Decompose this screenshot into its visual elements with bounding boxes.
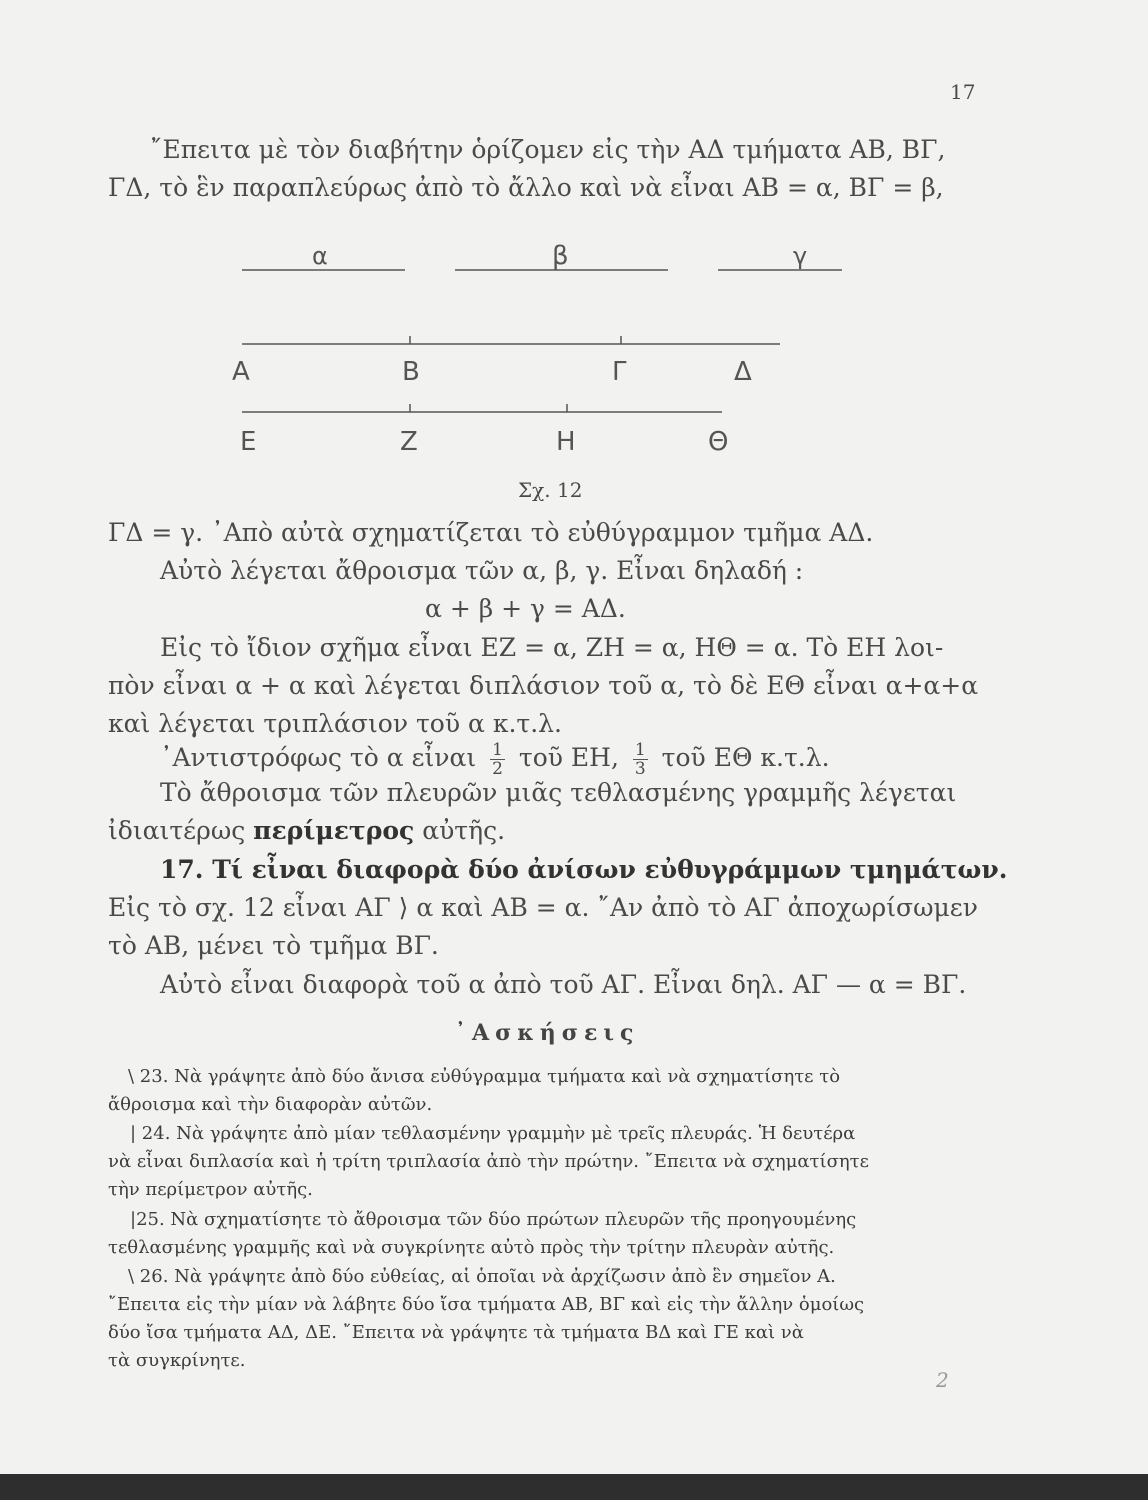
exercise-24-line-1: | 24. Νὰ γράψητε ἀπὸ μίαν τεθλασμένην γραμμὴν μὲ τρεῖς πλευράς. Ἡ δευτέρα xyxy=(130,1123,856,1144)
intro-line-2: ΓΔ, τὸ ἓν παραπλεύρως ἀπὸ τὸ ἄλλο καὶ νὰ εἶναι ΑΒ = α, ΒΓ = β, xyxy=(108,173,944,202)
fraction-2-numerator: 1 xyxy=(634,740,646,760)
body-line-7-b: τοῦ ΕΗ, xyxy=(518,743,619,772)
footer-mark: 2 xyxy=(936,1368,949,1392)
section-line-1: Εἰς τὸ σχ. 12 εἶναι ΑΓ ⟩ α καὶ ΑΒ = α. ῎Αν ἀπὸ τὸ ΑΓ ἀποχωρίσωμεν xyxy=(108,893,978,922)
segment-label-gamma: γ xyxy=(793,242,808,270)
body-line-1: ΓΔ = γ. ᾽Απὸ αὐτὰ σχηματίζεται τὸ εὐθύγραμμον τμῆμα ΑΔ. xyxy=(108,518,874,547)
body-line-9-b: αὐτῆς. xyxy=(422,816,506,845)
exercise-25-line-1: |25. Νὰ σχηματίσητε τὸ ἄθροισμα τῶν δύο πρώτων πλευρῶν τῆς προηγουμένης xyxy=(130,1209,857,1230)
scan-bottom-edge xyxy=(0,1474,1148,1500)
exercise-25-line-2: τεθλασμένης γραμμῆς καὶ νὰ συγκρίνητε αὐτὸ πρὸς τὴν τρίτην πλευρὰν αὐτῆς. xyxy=(108,1237,835,1258)
exercise-23-line-1: \ 23. Νὰ γράψητε ἀπὸ δύο ἄνισα εὐθύγραμμα τμήματα καὶ νὰ σχηματίσητε τὸ xyxy=(128,1066,841,1087)
point-label-b: Β xyxy=(402,357,420,387)
point-label-h: Η xyxy=(556,427,576,457)
figure-12 xyxy=(0,230,1148,470)
exercises-heading: ᾽Ασκήσεις xyxy=(455,1020,640,1046)
point-label-e: Ε xyxy=(240,427,257,457)
exercise-24-line-3: τὴν περίμετρον αὐτῆς. xyxy=(108,1179,313,1200)
term-perimetros: περίμετρος xyxy=(253,816,415,845)
body-line-9 xyxy=(108,813,505,849)
body-line-4: Εἰς τὸ ἴδιον σχῆμα εἶναι ΕΖ = α, ΖΗ = α, ΗΘ = α. Τὸ ΕΗ λοι- xyxy=(160,633,944,662)
figure-caption: Σχ. 12 xyxy=(518,478,583,502)
body-line-7-a: ᾽Αντιστρόφως τὸ α εἶναι xyxy=(160,743,477,772)
exercise-26-line-4: τὰ συγκρίνητε. xyxy=(108,1350,246,1371)
point-label-th: Θ xyxy=(708,427,729,457)
section-line-2: τὸ ΑΒ, μένει τὸ τμῆμα ΒΓ. xyxy=(108,931,439,960)
fraction-1-numerator: 1 xyxy=(492,740,503,760)
point-label-g: Γ xyxy=(612,357,627,387)
segment-label-beta: β xyxy=(552,241,569,271)
body-line-9-a: ἰδιαιτέρως xyxy=(108,816,246,845)
body-formula: α + β + γ = ΑΔ. xyxy=(425,594,626,623)
body-line-5: πὸν εἶναι α + α καὶ λέγεται διπλάσιον τοῦ α, τὸ δὲ ΕΘ εἶναι α+α+α xyxy=(108,671,979,700)
exercise-26-line-3: δύο ἴσα τμήματα ΑΔ, ΔΕ. ῎Επειτα νὰ γράψητε τὰ τμήματα ΒΔ καὶ ΓΕ καὶ νὰ xyxy=(108,1322,804,1343)
body-line-2: Αὐτὸ λέγεται ἄθροισμα τῶν α, β, γ. Εἶναι δηλαδή : xyxy=(160,556,804,585)
fraction-one-third xyxy=(633,741,648,778)
page-number: 17 xyxy=(950,80,976,104)
exercise-26-line-1: \ 26. Νὰ γράψητε ἀπὸ δύο εὐθείας, αἱ ὁποῖαι νὰ ἀρχίζωσιν ἀπὸ ἓν σημεῖον Α. xyxy=(128,1266,836,1287)
body-line-7-c: τοῦ ΕΘ κ.τ.λ. xyxy=(661,743,830,772)
body-line-8: Τὸ ἄθροισμα τῶν πλευρῶν μιᾶς τεθλασμένης γραμμῆς λέγεται xyxy=(160,778,957,807)
point-label-a: Α xyxy=(232,357,250,387)
fraction-one-half xyxy=(490,741,505,778)
section-17-title: 17. Τί εἶναι διαφορὰ δύο ἀνίσων εὐθυγράμμων τμημάτων. xyxy=(160,855,1008,884)
exercise-23-line-2: ἄθροισμα καὶ τὴν διαφορὰν αὐτῶν. xyxy=(108,1094,433,1115)
intro-line-1: ῎Επειτα μὲ τὸν διαβήτην ὁρίζομεν εἰς τὴν ΑΔ τμήματα ΑΒ, ΒΓ, xyxy=(150,135,946,164)
fraction-2-denominator: 3 xyxy=(634,759,646,779)
exercise-24-line-2: νὰ εἶναι διπλασία καὶ ἡ τρίτη τριπλασία ἀπὸ τὴν πρώτην. ῎Επειτα νὰ σχηματίσητε xyxy=(108,1151,869,1172)
section-line-3: Αὐτὸ εἶναι διαφορὰ τοῦ α ἀπὸ τοῦ ΑΓ. Εἶναι δηλ. ΑΓ — α = ΒΓ. xyxy=(160,970,967,999)
fraction-1-denominator: 2 xyxy=(492,759,503,779)
segment-label-alpha: α xyxy=(312,242,328,270)
exercise-26-line-2: ῎Επειτα εἰς τὴν μίαν νὰ λάβητε δύο ἴσα τμήματα ΑΒ, ΒΓ καὶ εἰς τὴν ἄλλην ὁμοίως xyxy=(108,1294,865,1315)
point-label-z: Ζ xyxy=(400,427,418,457)
body-line-6: καὶ λέγεται τριπλάσιον τοῦ α κ.τ.λ. xyxy=(108,709,562,738)
point-label-d: Δ xyxy=(734,357,752,387)
